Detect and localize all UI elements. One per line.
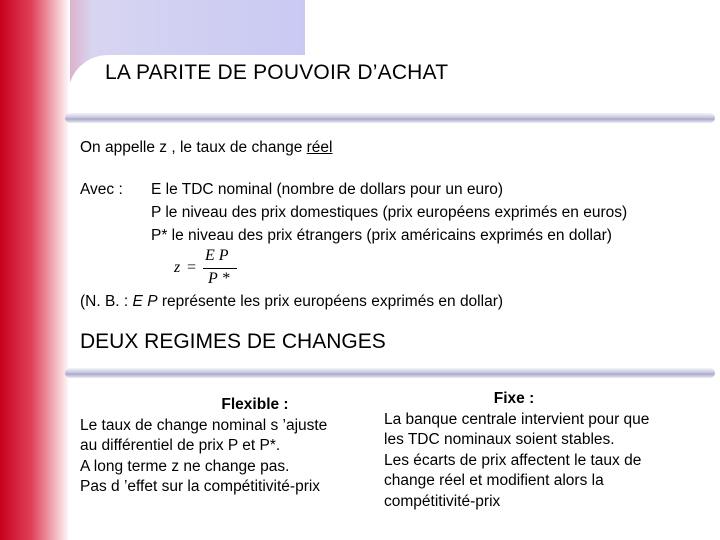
fixe-line: les TDC nominaux soient stables. [384, 431, 615, 448]
formula-equals: = [187, 259, 197, 276]
definition-prefix: On appelle z , le taux de change [80, 139, 307, 156]
definition-item-e: E le TDC nominal (nombre de dollars pour un euro) [151, 181, 504, 198]
fixe-line: change réel et modifient alors la [384, 472, 604, 489]
formula-numerator: E P [205, 247, 229, 264]
flexible-line: A long terme z ne change pas. [80, 457, 290, 475]
fixe-heading: Fixe : [493, 390, 535, 407]
real-exchange-rate-formula [174, 247, 244, 291]
title-divider [65, 113, 715, 123]
avec-label: Avec : [80, 181, 123, 198]
definition-underlined-word: réel [306, 139, 333, 156]
section-divider [65, 368, 715, 378]
flexible-line: au différentiel de prix P et P*. [80, 437, 281, 454]
note-line [80, 293, 503, 311]
formula-fraction-bar [203, 268, 237, 269]
fixe-line: compétitivité-prix [384, 492, 501, 510]
fixe-line: La banque centrale intervient pour que [384, 410, 650, 428]
definition-item-p: P le niveau des prix domestiques (prix européens exprimés en euros) [151, 204, 628, 221]
flexible-heading: Flexible : [221, 396, 289, 413]
fixe-line: Les écarts de prix affectent le taux de [384, 451, 642, 469]
flexible-line: Le taux de change nominal s ’ajuste [80, 416, 328, 434]
formula-lhs: z [174, 259, 181, 276]
slide-title: LA PARITE DE POUVOIR D’ACHAT [105, 61, 449, 84]
fixe-column [384, 389, 704, 512]
definition-line [80, 139, 333, 157]
note-suffix: représente les prix européens exprimés en dollar) [157, 293, 504, 310]
note-prefix: (N. B. : [80, 293, 133, 310]
flexible-column [80, 395, 380, 498]
section-title: DEUX REGIMES DE CHANGES [80, 330, 386, 353]
decorative-red-band [0, 0, 70, 540]
definition-item-pstar: P* le niveau des prix étrangers (prix américains exprimés en dollar) [151, 227, 612, 244]
flexible-line: Pas d ’effet sur la compétitivité-prix [80, 478, 321, 495]
formula-denominator: P * [208, 270, 230, 287]
note-term: E P [132, 293, 158, 310]
